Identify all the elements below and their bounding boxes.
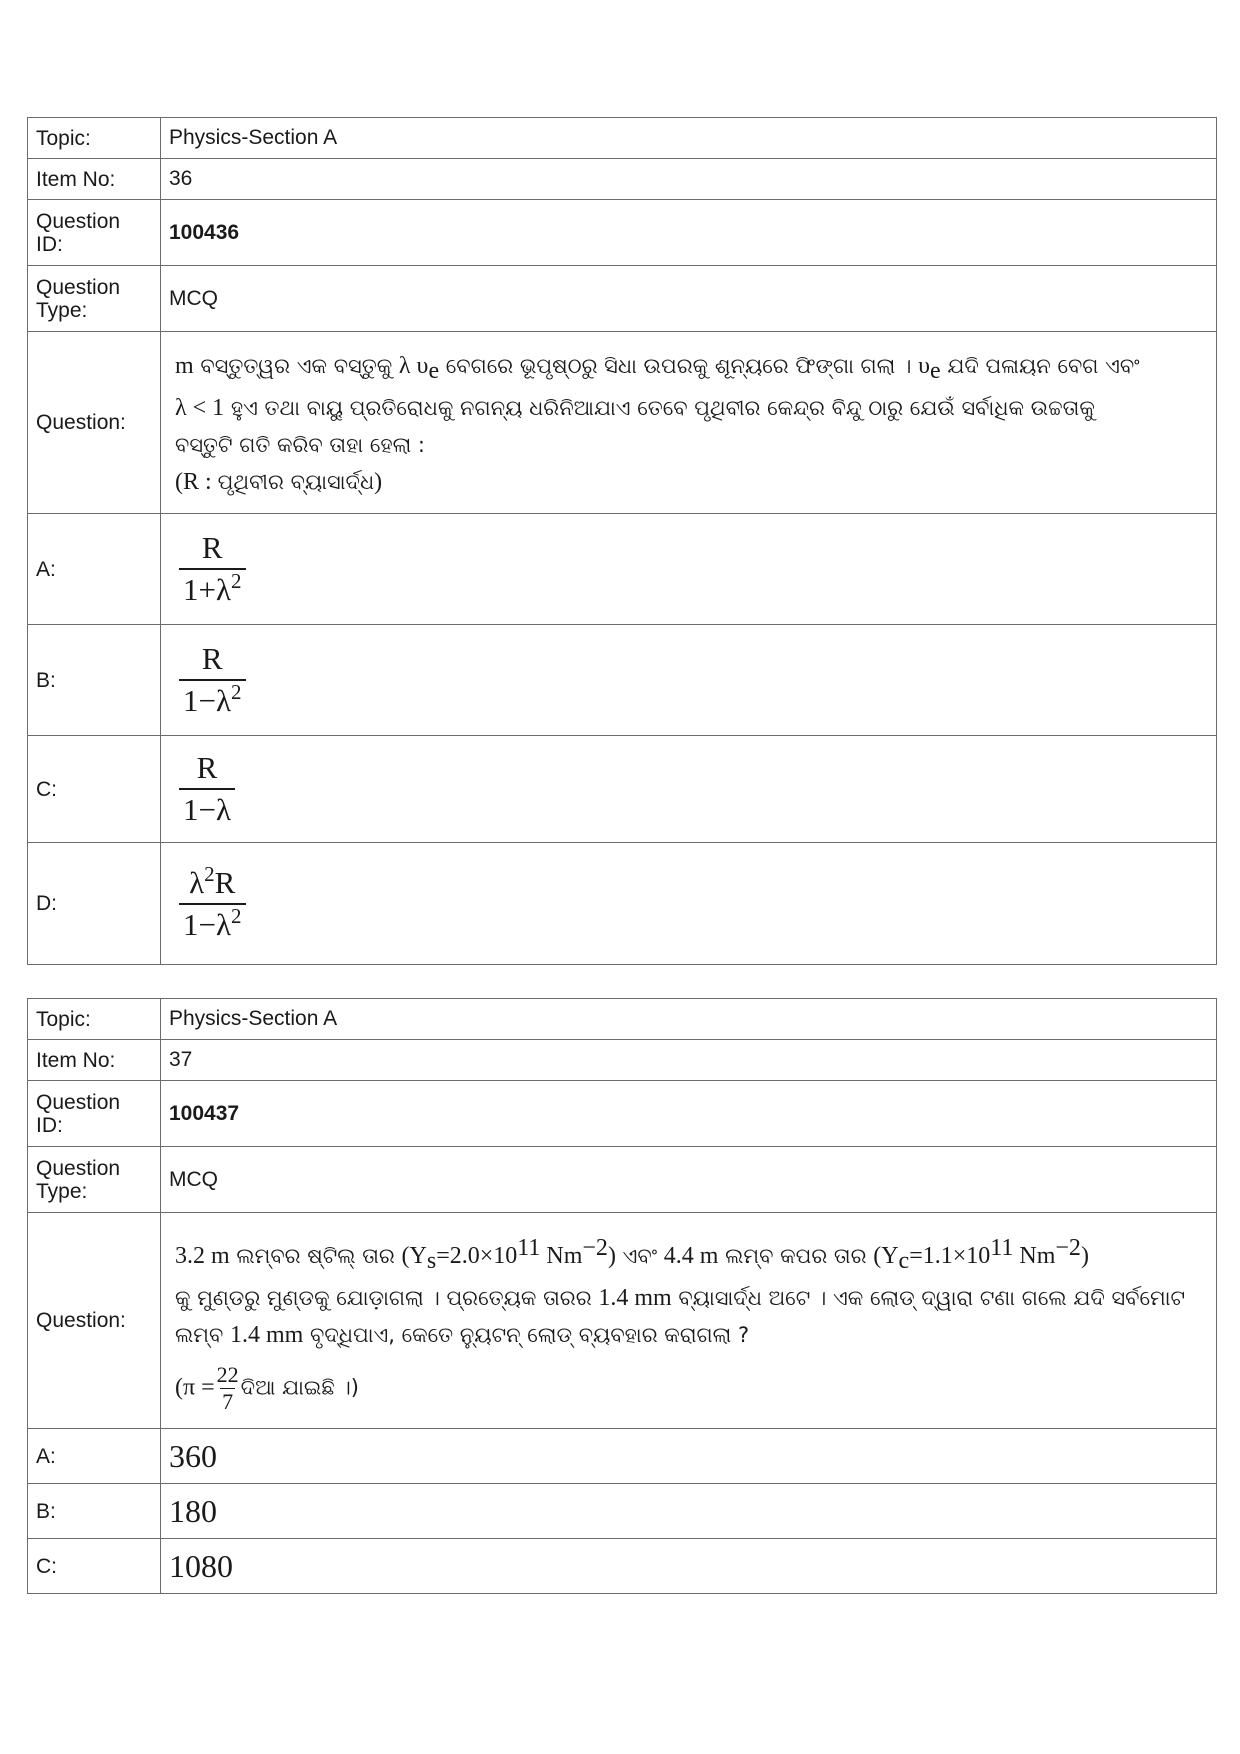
option-c-label: C: xyxy=(28,1539,161,1594)
option-a-label: A: xyxy=(28,1429,161,1484)
question-type-label: Question Type: xyxy=(28,266,161,332)
option-a-label: A: xyxy=(28,514,161,625)
question-line-4: (R : ପୃଥିବୀର ବ୍ୟାସାର୍ଦ୍ଧ) xyxy=(175,469,383,496)
question-line-1: 3.2 m ଲମ୍ବର ଷ୍ଟିଲ୍ ତାର ($Y_s=2.0\times 10^{11}$ $Nm^{-2}$) ଏବଂ 4.4 m ଲମ୍ବ କପର ତାର ($Y_c=1.1\times 10^{11}$ $Nm^{-2}$) xyxy=(175,1234,1089,1275)
question-label: Question: xyxy=(28,1213,161,1429)
question-label: Question: xyxy=(28,332,161,514)
question-text xyxy=(161,332,1217,514)
option-a-value: 360 xyxy=(161,1429,1217,1484)
option-d-label: D: xyxy=(28,843,161,965)
fraction: $\frac{R}{1+\lambda^2}$ xyxy=(179,528,246,610)
fraction: $\frac{R}{1-\lambda^2}$ xyxy=(179,639,246,721)
option-d-value xyxy=(161,843,1217,965)
item-no-value: 36 xyxy=(161,159,1217,200)
option-b-label: B: xyxy=(28,1484,161,1539)
question-type-value: MCQ xyxy=(161,1147,1217,1213)
question-table-37 xyxy=(27,998,1217,1594)
question-table-36 xyxy=(27,117,1217,965)
pi-fraction: $\frac{22}{7}$ xyxy=(216,1362,239,1415)
option-c-value: 1080 xyxy=(161,1539,1217,1594)
topic-value: Physics-Section A xyxy=(161,999,1217,1040)
question-id-label: Question ID: xyxy=(28,200,161,266)
fraction: $\frac{\lambda^2R}{1-\lambda^2}$ xyxy=(179,863,246,945)
question-line-2: λ < 1 ହୁଏ ତଥା ବାୟୁ ପ୍ରତିରୋଧକୁ ନଗନ୍ୟ ଧରିନିଆଯାଏ ତେବେ ପୃଥିବୀର କେନ୍ଦ୍ର ବିନ୍ଦୁ ଠାରୁ ଯେଉଁ ସର୍ବାଧିକ ଉଚ୍ଚତାକୁ xyxy=(175,395,1095,422)
question-line-3: ବସ୍ତୁଟି ଗତି କରିବ ତାହା ହେଲା : xyxy=(175,433,425,458)
question-id-value: 100437 xyxy=(161,1081,1217,1147)
question-text xyxy=(161,1213,1217,1429)
option-b-label: B: xyxy=(28,625,161,736)
question-type-label: Question Type: xyxy=(28,1147,161,1213)
option-a-value xyxy=(161,514,1217,625)
topic-value: Physics-Section A xyxy=(161,118,1217,159)
option-b-value xyxy=(161,625,1217,736)
option-c-value xyxy=(161,736,1217,843)
fraction: $\frac{R}{1-\lambda}$ xyxy=(179,748,235,830)
item-no-label: Item No: xyxy=(28,1040,161,1081)
option-c-label: C: xyxy=(28,736,161,843)
question-line-3: ଲମ୍ବ 1.4 mm ବୃଦ୍ଧିପାଏ, କେତେ ନ୍ୟୁଟନ୍ ଲୋଡ୍ ବ୍ୟବହାର କରାଗଲା ? xyxy=(175,1322,750,1349)
question-line-1: m ବସ୍ତୁତ୍ୱର ଏକ ବସ୍ତୁକୁ λ $\upsilon_e$ ବେଗରେ ଭୂପୃଷ୍ଠରୁ ସିଧା ଉପରକୁ ଶୂନ୍ୟରେ ଫିଙ୍ଗା ଗଲା । $\upsilon_e$ ଯଦି ପଳାୟନ ବେଗ ଏବଂ xyxy=(175,352,1140,385)
question-line-2: କୁ ମୁଣ୍ଡରୁ ମୁଣ୍ଡକୁ ଯୋଡ଼ାଗଲା । ପ୍ରତ୍ୟେକ ତାରର 1.4 mm ବ୍ୟାସାର୍ଦ୍ଧ ଅଟେ । ଏକ ଲୋଡ୍ ଦ୍ୱାରା ଟଣା ଗଲେ ଯଦି ସର୍ବମୋଟ xyxy=(175,1285,1186,1312)
question-line-4: (π = $\frac{22}{7}$ ଦିଆ ଯାଇଛି ।) xyxy=(175,1362,359,1415)
option-b-value: 180 xyxy=(161,1484,1217,1539)
question-id-label: Question ID: xyxy=(28,1081,161,1147)
question-type-value: MCQ xyxy=(161,266,1217,332)
question-id-value: 100436 xyxy=(161,200,1217,266)
item-no-value: 37 xyxy=(161,1040,1217,1081)
item-no-label: Item No: xyxy=(28,159,161,200)
topic-label: Topic: xyxy=(28,118,161,159)
topic-label: Topic: xyxy=(28,999,161,1040)
